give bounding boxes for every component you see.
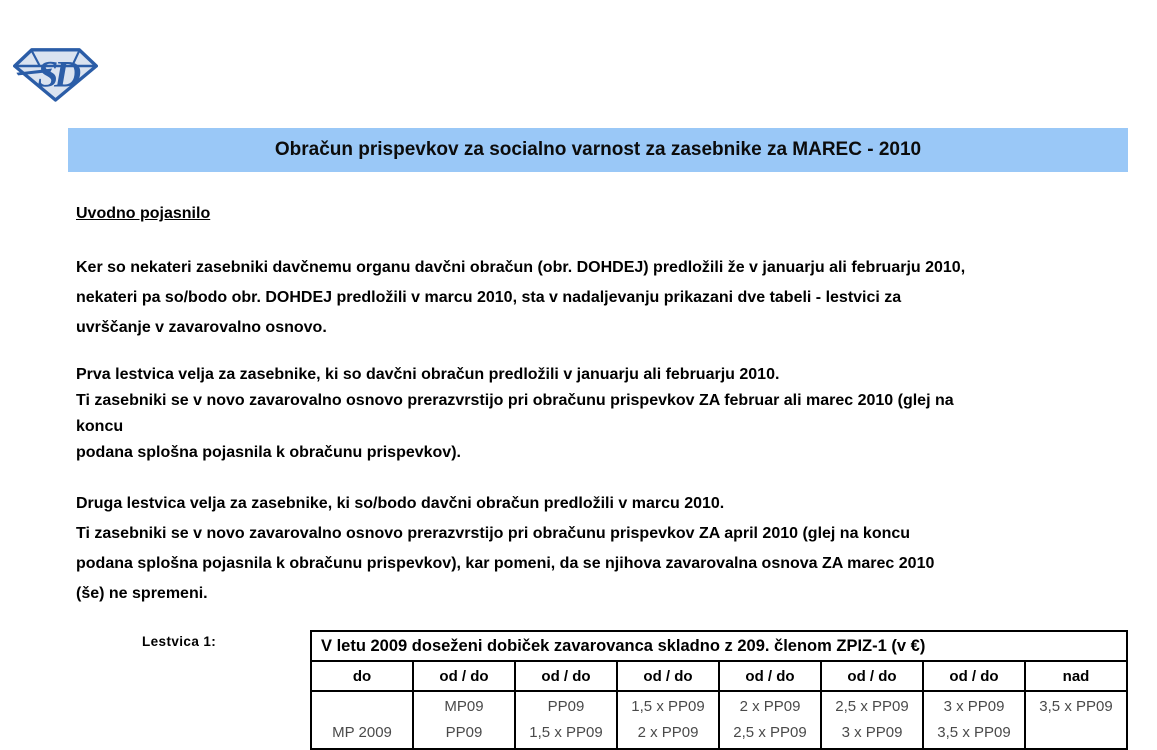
table-cell	[821, 691, 923, 749]
table-header-cell: od / do	[923, 661, 1025, 691]
table-cell-lower-value	[1026, 720, 1126, 746]
table-cell	[923, 691, 1025, 749]
table-data-row	[311, 691, 1127, 749]
table-cell-lower-value: 3,5 x PP09	[937, 724, 1011, 741]
table-cell-upper-value: 3,5 x PP09	[1039, 698, 1113, 715]
paragraph-line: nekateri pa so/bodo obr. DOHDEJ predložili v marcu 2010, sta v nadaljevanju prikazani dve tabeli - lestvici za	[76, 289, 902, 306]
paragraph-intro	[76, 253, 1116, 343]
table-cell-upper-value: 2 x PP09	[739, 698, 801, 715]
paragraph-line: podana splošna pojasnila k obračunu prispevkov), kar pomeni, da se njihova zavarovalna osnova ZA marec 2010	[76, 555, 935, 572]
table-cell-lower-value: 2,5 x PP09	[733, 724, 807, 741]
lestvica1-label: Lestvica 1:	[142, 634, 217, 649]
table-cell	[617, 691, 719, 749]
intro-heading: Uvodno pojasnilo	[76, 205, 211, 222]
sd-diamond-logo-graphic	[13, 46, 98, 103]
paragraph-line: podana splošna pojasnila k obračunu prispevkov).	[76, 444, 461, 461]
table-cell-upper-value: 1,5 x PP09	[631, 698, 705, 715]
table-cell-lower-value: MP 2009	[332, 724, 392, 741]
svg-text:SD: SD	[37, 54, 77, 96]
table-header-cell: od / do	[719, 661, 821, 691]
paragraph-line: Ker so nekateri zasebniki davčnemu organu davčni obračun (obr. DOHDEJ) predložili že v januarju ali februarju 2010,	[76, 259, 966, 276]
table-cell-upper-value	[312, 694, 412, 720]
table-title-row	[311, 631, 1127, 661]
paragraph-line: Druga lestvica velja za zasebnike, ki so/bodo davčni obračun predložili v marcu 2010.	[76, 495, 725, 512]
table-header-cell: od / do	[617, 661, 719, 691]
document-title: Obračun prispevkov za socialno varnost za zasebnike za MAREC - 2010	[274, 139, 922, 160]
table-cell-lower-value: PP09	[445, 724, 483, 741]
table-title-cell: V letu 2009 doseženi dobiček zavarovanca skladno z 209. členom ZPIZ-1 (v €)	[311, 631, 1127, 661]
table-cell-lower-value: 1,5 x PP09	[529, 724, 603, 741]
document-title-bar	[68, 128, 1128, 172]
paragraph-first-scale	[76, 362, 1116, 466]
table-cell	[413, 691, 515, 749]
paragraph-line: (še) ne spremeni.	[76, 585, 208, 602]
table-cell	[311, 691, 413, 749]
table-cell	[719, 691, 821, 749]
paragraph-line: Ti zasebniki se v novo zavarovalno osnovo prerazvrstijo pri obračunu prispevkov ZA februar ali marec 2010 (glej na	[76, 392, 954, 409]
paragraph-line: koncu	[76, 418, 124, 435]
table-cell-upper-value: 3 x PP09	[943, 698, 1005, 715]
table-cell	[1025, 691, 1127, 749]
table-cell	[515, 691, 617, 749]
paragraph-line: Prva lestvica velja za zasebnike, ki so davčni obračun predložili v januarju ali februarju 2010.	[76, 366, 780, 383]
table-cell-upper-value: MP09	[444, 698, 484, 715]
paragraph-line: uvrščanje v zavarovalno osnovo.	[76, 319, 327, 336]
table-cell-upper-value: PP09	[547, 698, 585, 715]
table-cell-lower-value: 3 x PP09	[841, 724, 903, 741]
table-header-cell: nad	[1025, 661, 1127, 691]
lestvica1-table	[310, 630, 1128, 750]
table-header-cell: do	[311, 661, 413, 691]
table-header-cell: od / do	[515, 661, 617, 691]
table-header-cell: od / do	[413, 661, 515, 691]
paragraph-line: Ti zasebniki se v novo zavarovalno osnovo prerazvrstijo pri obračunu prispevkov ZA april 2010 (glej na koncu	[76, 525, 911, 542]
table-header-row	[311, 661, 1127, 691]
sd-diamond-logo	[13, 46, 98, 103]
table-cell-lower-value: 2 x PP09	[637, 724, 699, 741]
table-cell-upper-value: 2,5 x PP09	[835, 698, 909, 715]
table-header-cell: od / do	[821, 661, 923, 691]
paragraph-second-scale	[76, 489, 1116, 609]
